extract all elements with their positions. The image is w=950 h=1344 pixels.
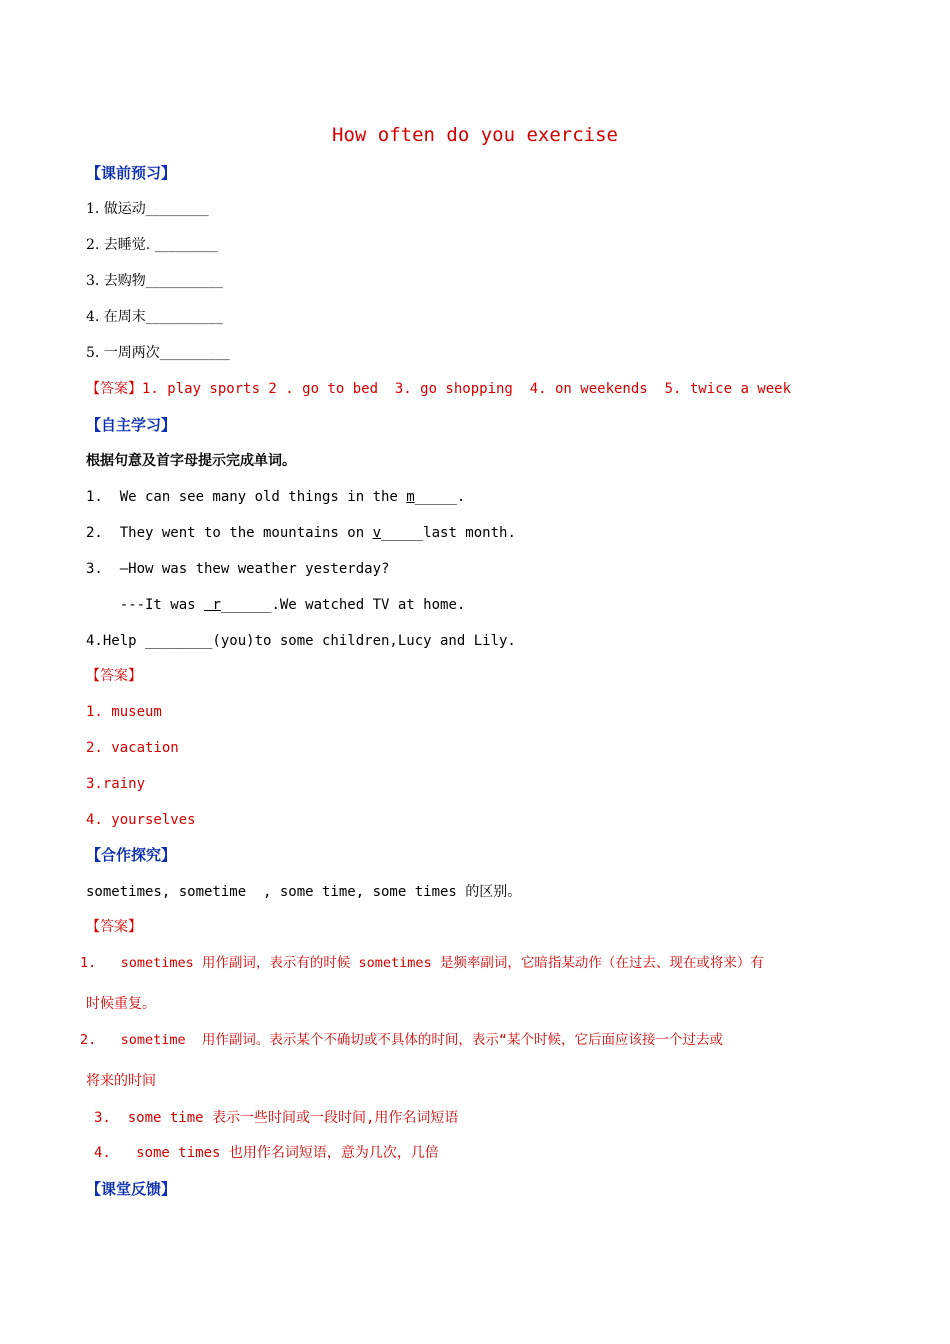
cooperate-answer-2-line2: 将来的时间 xyxy=(86,1073,156,1089)
self-study-answer-4: 4. yourselves xyxy=(86,812,196,828)
question-text: 1. We can see many old things in the xyxy=(86,489,407,505)
page-title: How often do you exercise xyxy=(332,124,618,146)
question-3a: 3. –How was thew weather yesterday? xyxy=(86,561,390,577)
self-study-answer-2: 2. vacation xyxy=(86,740,179,756)
cooperate-answer-1-line2: 时候重复。 xyxy=(86,996,156,1012)
answer-label: 【答案】 xyxy=(86,381,142,397)
cooperate-answer-2-line1: 2. sometime 用作副词。表示某个不确切或不具体的时间，表示“某个时候，它后面应该接一个过去或 xyxy=(80,1032,724,1048)
self-study-answer-1: 1. museum xyxy=(86,704,162,720)
self-study-answer-label: 【答案】 xyxy=(86,668,142,684)
preview-answer xyxy=(86,379,791,399)
hint-letter: r xyxy=(204,597,221,613)
question-3b xyxy=(86,595,465,615)
question-2 xyxy=(86,523,516,543)
cooperate-question: sometimes, sometime , some time, some times 的区别。 xyxy=(86,884,522,900)
section-heading-cooperate: 【合作探究】 xyxy=(86,846,177,864)
self-study-answer-3: 3.rainy xyxy=(86,776,146,792)
cooperate-answer-1-line1: 1. sometimes 用作副词，表示有的时候 sometimes 是频率副词，它暗指某动作（在过去、现在或将来）有 xyxy=(80,955,764,971)
question-text: _____last month. xyxy=(381,525,516,541)
answer-text: 1. play sports 2 . go to bed 3. go shopping 4. on weekends 5. twice a week xyxy=(142,381,792,397)
cooperate-answer-3: 3. some time 表示一些时间或一段时间,用作名词短语 xyxy=(94,1110,459,1126)
section-heading-feedback: 【课堂反馈】 xyxy=(86,1180,177,1198)
instruction: 根据句意及首字母提示完成单词。 xyxy=(86,453,296,469)
question-4: 4.Help ________(you)to some children,Lucy and Lily. xyxy=(86,633,516,649)
question-1 xyxy=(86,487,465,507)
question-text: _____. xyxy=(414,489,466,505)
section-heading-preview: 【课前预习】 xyxy=(86,164,177,182)
hint-letter: m xyxy=(406,489,415,505)
hint-letter: v xyxy=(372,525,382,541)
cooperate-answer-label: 【答案】 xyxy=(86,919,142,935)
question-text: 2. They went to the mountains on xyxy=(86,525,373,541)
question-text: ---It was xyxy=(86,597,205,613)
cooperate-answer-4: 4. some times 也用作名词短语，意为几次，几倍 xyxy=(94,1145,439,1161)
preview-item-2: 2. 去睡觉. _________ xyxy=(86,237,218,253)
section-heading-self-study: 【自主学习】 xyxy=(86,416,177,434)
preview-item-4: 4. 在周末___________ xyxy=(86,309,223,325)
preview-item-5: 5. 一周两次__________ xyxy=(86,345,230,361)
preview-item-1: 1. 做运动_________ xyxy=(86,201,209,217)
preview-item-3: 3. 去购物___________ xyxy=(86,273,223,289)
question-text: ______.We watched TV at home. xyxy=(220,597,466,613)
